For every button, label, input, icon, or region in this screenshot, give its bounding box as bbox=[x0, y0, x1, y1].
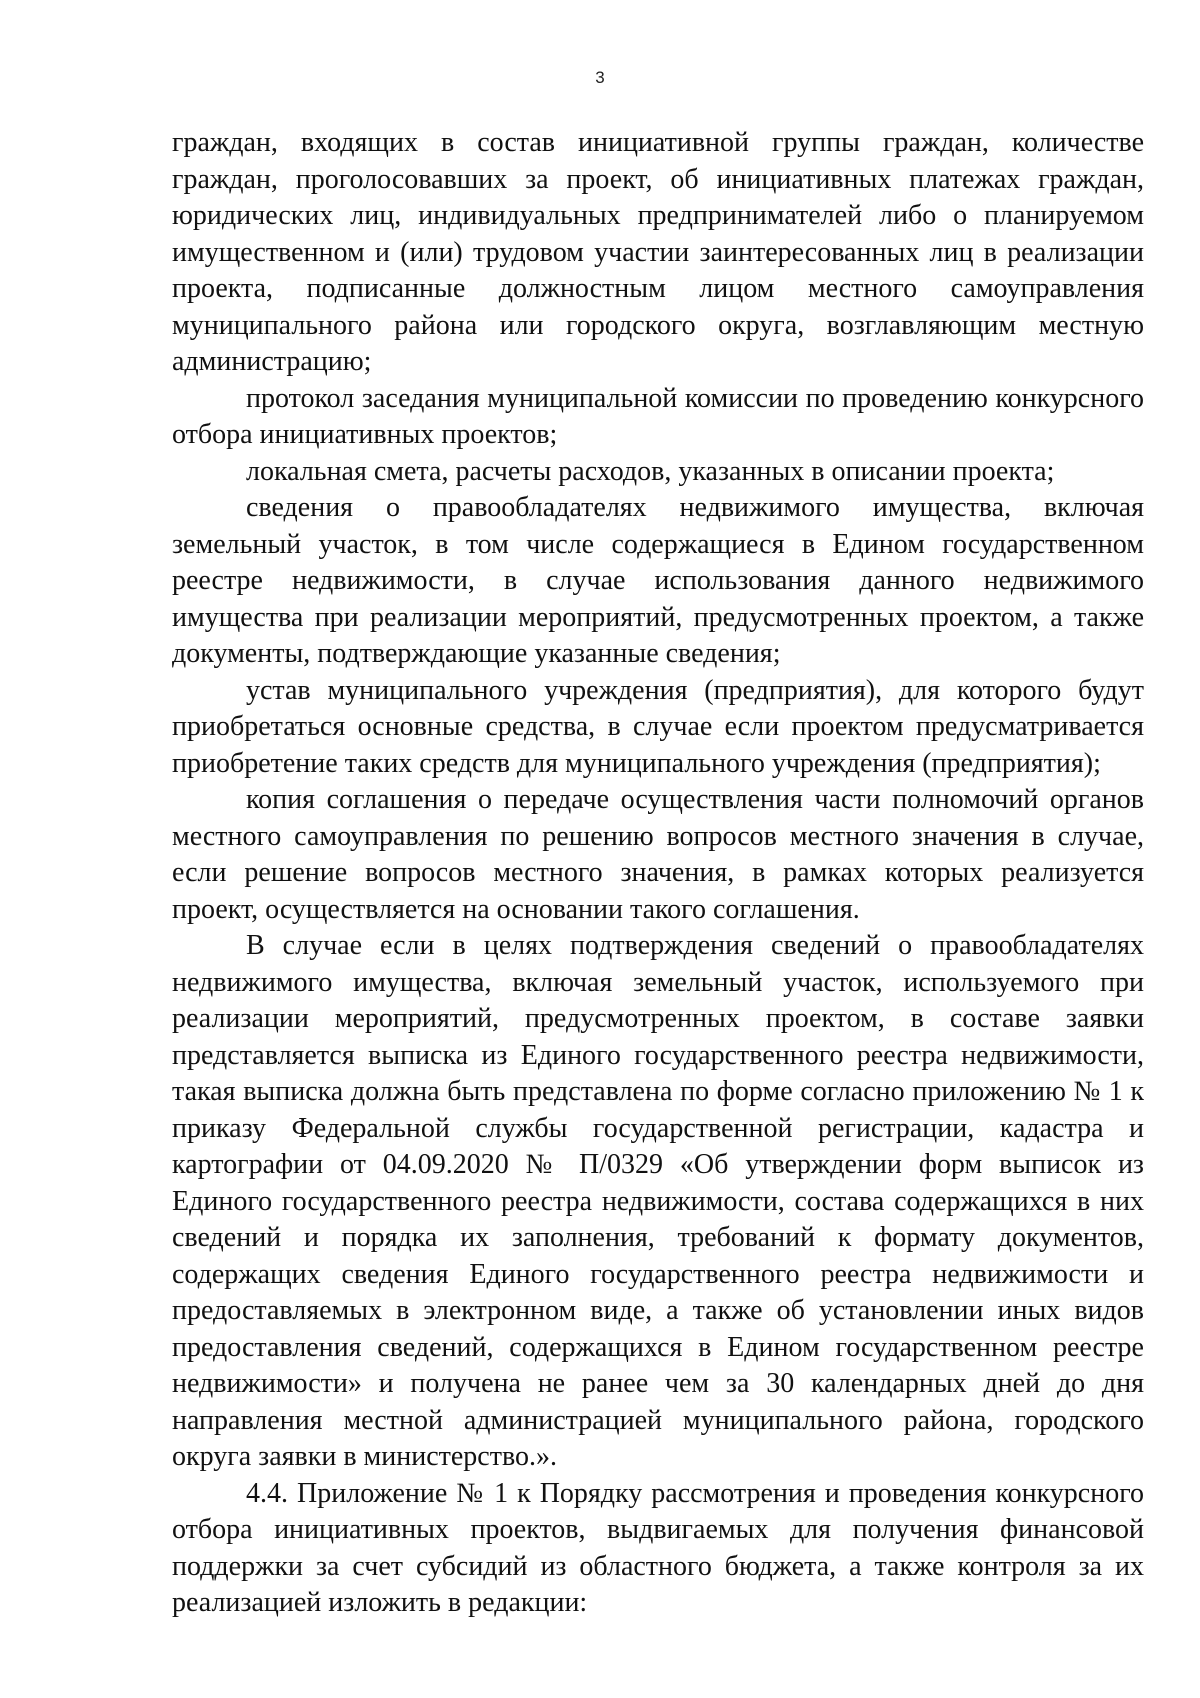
document-body bbox=[172, 125, 1144, 1622]
paragraph-charter: устав муниципального учреждения (предприятия), для которого будут приобретаться основные средства, в случае если проектом предусматривается приобретение таких средств для муниципального учреждения (предприятия); bbox=[172, 674, 1144, 779]
paragraph-agreement-copy: копия соглашения о передаче осуществления части полномочий органов местного самоуправления по решению вопросов местного значения в случае, если решение вопросов местного значения, в рамках которых реализуется проект, осуществляется на основании такого соглашения. bbox=[172, 784, 1144, 925]
page-number: 3 bbox=[595, 68, 605, 87]
paragraph-section-4-4: 4.4. Приложение № 1 к Порядку рассмотрения и проведения конкурсного отбора инициативных проектов, выдвигаемых для получения финансовой поддержки за счет субсидий из областного бюджета, а также контроля за их реализацией изложить в редакции: bbox=[172, 1477, 1144, 1618]
paragraph-local-estimate: локальная смета, расчеты расходов, указанных в описании проекта; bbox=[246, 455, 1055, 487]
paragraph-protocol: протокол заседания муниципальной комиссии по проведению конкурсного отбора инициативных проектов; bbox=[172, 382, 1144, 450]
paragraph-rights-holders: сведения о правообладателях недвижимого имущества, включая земельный участок, в том числе содержащиеся в Едином государственном реестре недвижимости, в случае использования данного недвижимого имущества при реализации мероприятий, предусмотренных проектом, а также документы, подтверждающие указанные сведения; bbox=[172, 492, 1144, 669]
paragraph-continuation: граждан, входящих в состав инициативной группы граждан, количестве граждан, проголосовавших за проект, об инициативных платежах граждан, юридических лиц, индивидуальных предпринимателей либо о планируемом имущественном и (или) трудовом участии заинтересованных лиц в реализации проекта, подписанные должностным лицом местного самоуправления муниципального района или городского округа, возглавляющим местную администрацию; bbox=[172, 127, 1144, 377]
paragraph-registry-extract: В случае если в целях подтверждения сведений о правообладателях недвижимого имущества, включая земельный участок, используемого при реализации мероприятий, предусмотренных проектом, в составе заявки представляется выписка из Единого государственного реестра недвижимости, такая выписка должна быть представлена по форме согласно приложению № 1 к приказу Федеральной службы государственной регистрации, кадастра и картографии от 04.09.2020 № П/0329 «Об утверждении форм выписок из Единого государственного реестра недвижимости, состава содержащихся в них сведений и порядка их заполнения, требований к формату документов, содержащих сведения Единого государственного реестра недвижимости и предоставляемых в электронном виде, а также об установлении иных видов предоставления сведений, содержащихся в Едином государственном реестре недвижимости» и получена не ранее чем за 30 календарных дней до дня направления местной администрацией муниципального района, городского округа заявки в министерство.». bbox=[172, 930, 1144, 1472]
